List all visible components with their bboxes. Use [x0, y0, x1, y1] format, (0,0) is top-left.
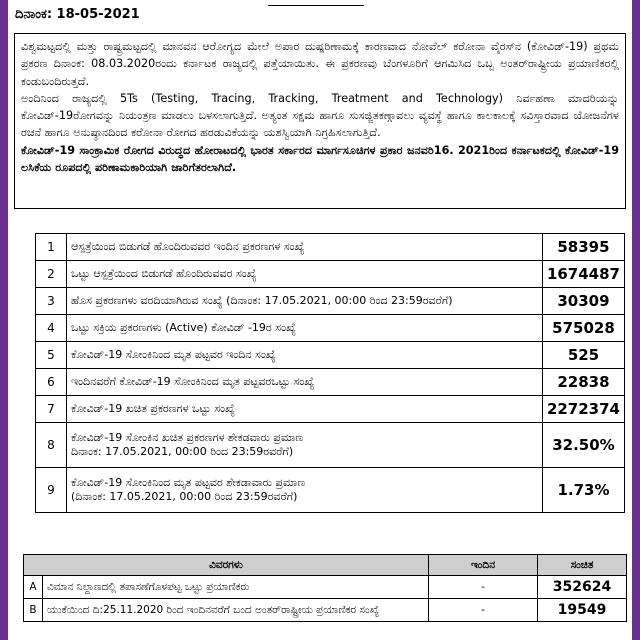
row-description: [67, 423, 543, 468]
details-table: [23, 554, 627, 622]
row-cumulative: 352624: [538, 576, 627, 599]
row-description: [67, 468, 543, 513]
right-border: [632, 0, 640, 640]
row-value: 575028: [542, 315, 624, 342]
row-description-line1: ಕೋವಿಡ್-19 ಸೋಂಕಿನಿಂದ ಮೃತ ಪಟ್ಟವರ ಶೇಕಡಾವಾರು ಪ್ರಮಾಣ: [71, 476, 306, 489]
stats-row: [36, 342, 625, 369]
row-number: 5: [36, 342, 67, 369]
intro-box: [14, 33, 626, 209]
bulletin-page: [12, 0, 628, 640]
row-value: 32.50%: [542, 423, 624, 468]
stats-row: [36, 369, 625, 396]
intro-paragraph-2: ಅಂದಿನಿಂದ ರಾಜ್ಯದಲ್ಲಿ 5Ts (Testing, Tracing, Tracking, Treatment and Technology) ನಿರ್ವಹಣಾ ಮಾದರಿಯನ್ನು ಕೋವಿಡ್-19ರೋಗವನ್ನು ನಿಯಂತ್ರಣ ಮಾಡಲು ಬಳಸಲಾಗುತ್ತಿದೆ. ಅತ್ಯಂತ ಸಕ್ಷಮ ಹಾಗೂ ಸುಸಜ್ಜಿತಕಣ್ಗಾವಲು ವ್ಯವಸ್ಥೆ ಹಾಗೂ ಕಾಲಕಾಲಕ್ಕೆ ಸವಿಸ್ತಾರವಾದ ಯೋಜನೆಗಳ ರಚನೆ ಹಾಗೂ ಅನುಷ್ಠಾನದಿಂದ ಕರೋನಾ ರೋಗದ ಹರಡುವಿಕೆಯನ್ನು ಯಶಸ್ವಿಯಾಗಿ ನಿಗ್ರಹಿಸಲಾಗುತ್ತಿದೆ.: [21, 91, 619, 140]
intro-paragraph-1: ವಿಶ್ವಮಟ್ಟದಲ್ಲಿ ಮತ್ತು ರಾಷ್ಟ್ರಮಟ್ಟದಲ್ಲಿ ಮಾನವನ ಆರೋಗ್ಯದ ಮೇಲೆ ಅಪಾರ ದುಷ್ಪರಿಣಾಮಕ್ಕೆ ಕಾರಣವಾದ ನೋವೆಲ್ ಕರೋನಾ ವೈರಸ್‍ನ (ಕೋವಿಡ್-19) ಪ್ರಥಮ ಪ್ರಕರಣ ದಿನಾಂಕ: 08.03.2020ರಂದು ಕರ್ನಾಟಕ ರಾಜ್ಯದಲ್ಲಿ ಪತ್ತೆಯಾಯಿತು. ಈ ಪ್ರಕರಣವು ಬೆಂಗಳೂರಿಗೆ ಆಗಮಿಸಿದ ಒಬ್ಬ ಅಂತರ್‌ರಾಷ್ಟ್ರೀಯ ಪ್ರಯಾಣಿಕರಲ್ಲಿ ಕಂಡುಬಂದಿರುತ್ತದೆ.: [21, 40, 619, 88]
row-today: -: [429, 599, 538, 622]
row-value: 525: [542, 342, 624, 369]
stats-row: [36, 234, 625, 261]
row-number: 2: [36, 261, 67, 288]
stats-table: [35, 233, 625, 513]
stats-row: [36, 423, 625, 468]
row-number: 1: [36, 234, 67, 261]
row-value: 2272374: [542, 396, 624, 423]
title-underline: [268, 0, 364, 6]
row-description: ಹೊಸ ಪ್ರಕರಣಗಳು ವರದಿಯಾಗಿರುವ ಸಂಖ್ಯೆ (ದಿನಾಂಕ: 17.05.2021, 00:00 ರಿಂದ 23:59ರವರೆಗೆ): [67, 288, 543, 315]
row-cumulative: 19549: [538, 599, 627, 622]
row-number: 6: [36, 369, 67, 396]
stats-row: [36, 261, 625, 288]
row-description: ಇಂದಿನವರೆಗೆ ಕೋವಿಡ್-19 ಸೋಂಕಿನಿಂದ ಮೃತ ಪಟ್ಟವರಒಟ್ಟು ಸಂಖ್ಯೆ: [67, 369, 543, 396]
details-header-row: [24, 555, 627, 576]
today-header: ಇಂದಿನ: [429, 555, 538, 576]
stats-row: [36, 315, 625, 342]
row-letter: B: [24, 599, 43, 622]
cumulative-header: ಸಂಚಿತ: [538, 555, 627, 576]
intro-paragraph-3: ಕೋವಿಡ್-19 ಸಾಂಕ್ರಾಮಿಕ ರೋಗದ ವಿರುದ್ಧದ ಹೋರಾಟದಲ್ಲಿ ಭಾರತ ಸರ್ಕಾರದ ಮಾರ್ಗಸೂಚಿಗಳ ಪ್ರಕಾರ ಜನವರಿ16. 2021ರಿಂದ ಕರ್ನಾಟಕದಲ್ಲಿ ಕೋವಿಡ್-19 ಲಸಿಕೆಯ ರೂಪದಲ್ಲಿ ಪರಿಣಾಮಕಾರಿಯಾಗಿ ಜಾರಿಗೆತರಲಾಗಿದೆ.: [21, 143, 619, 175]
row-value: 58395: [542, 234, 624, 261]
left-border: [0, 0, 8, 640]
row-description: ವಿಮಾನ ನಿಲ್ದಾಣದಲ್ಲಿ ತಪಾಸಣೆಗೊಳಪಟ್ಟ ಒಟ್ಟು ಪ್ರಯಾಣಿಕರು: [43, 576, 429, 599]
row-description: ಯುಕೆಯಿಂದ ದಿ:25.11.2020 ರಿಂದ ಇಂದಿನವರೆಗೆ ಬಂದ ಅಂತರ್‌ರಾಷ್ಟ್ರೀಯ ಪ್ರಯಾಣಿಕರ ಸಂಖ್ಯೆ: [43, 599, 429, 622]
row-number: 8: [36, 423, 67, 468]
row-number: 9: [36, 468, 67, 513]
stats-row: [36, 288, 625, 315]
details-row: [24, 576, 627, 599]
row-description-line2: ದಿನಾಂಕ: 17.05.2021, 00:00 ರಿಂದ 23:59ರವರೆಗೆ): [71, 445, 294, 458]
details-header: ವಿವರಗಳು: [24, 555, 429, 576]
row-description-line2: (ದಿನಾಂಕ: 17.05.2021, 00:00 ರಿಂದ 23:59ರವರೆಗೆ): [71, 490, 298, 503]
row-description: ಆಸ್ಪತ್ರೆಯಿಂದ ಬಿಡುಗಡೆ ಹೊಂದಿರುವವರ ಇಂದಿನ ಪ್ರಕರಣಗಳ ಸಂಖ್ಯೆ: [67, 234, 543, 261]
row-number: 3: [36, 288, 67, 315]
stats-row: [36, 396, 625, 423]
details-row: [24, 599, 627, 622]
row-description-line1: ಕೋವಿಡ್-19 ಸೋಂಕಿನ ಖಚಿತ ಪ್ರಕರಣಗಳ ಶೇಕಡವಾರು ಪ್ರಮಾಣ: [71, 431, 304, 444]
bulletin-date: ದಿನಾಂಕ: 18-05-2021: [15, 7, 140, 22]
row-value: 22838: [542, 369, 624, 396]
row-value: 1674487: [542, 261, 624, 288]
stats-row: [36, 468, 625, 513]
row-description: ಕೋವಿಡ್-19 ಸೋಂಕಿನಿಂದ ಮೃತ ಪಟ್ಟವರ ಇಂದಿನ ಸಂಖ್ಯೆ: [67, 342, 543, 369]
row-today: -: [429, 576, 538, 599]
row-description: ಒಟ್ಟು ಆಸ್ಪತ್ರೆಯಿಂದ ಬಿಡುಗಡೆ ಹೊಂದಿರುವವರ ಸಂಖ್ಯೆ: [67, 261, 543, 288]
row-number: 7: [36, 396, 67, 423]
row-letter: A: [24, 576, 43, 599]
row-number: 4: [36, 315, 67, 342]
row-value: 30309: [542, 288, 624, 315]
row-value: 1.73%: [542, 468, 624, 513]
row-description: ಕೋವಿಡ್-19 ಖಚಿತ ಪ್ರಕರಣಗಳ ಒಟ್ಟು ಸಂಖ್ಯೆ: [67, 396, 543, 423]
row-description: ಒಟ್ಟು ಸಕ್ರಿಯ ಪ್ರಕರಣಗಳು (Active) ಕೋವಿಡ್ -19ರ ಸಂಖ್ಯೆ: [67, 315, 543, 342]
